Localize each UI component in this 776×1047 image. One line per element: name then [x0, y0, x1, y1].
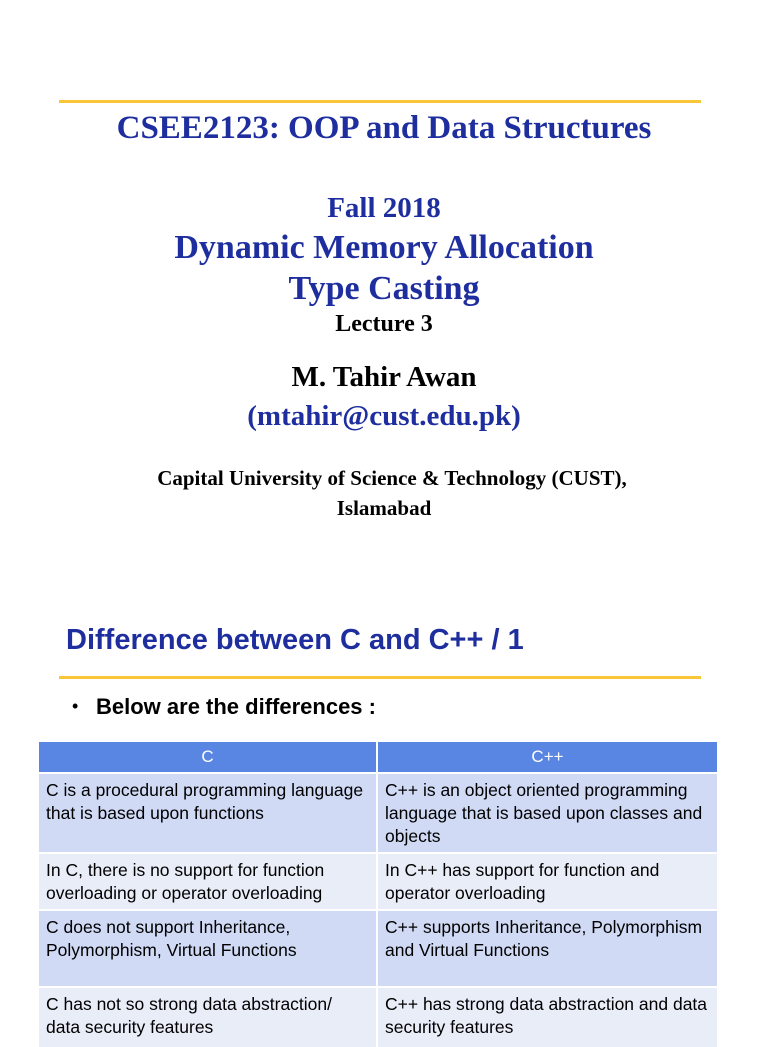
header-cpp: C++	[377, 742, 717, 773]
table-row	[39, 773, 717, 853]
table-cell-cpp: In C++ has support for function and operator overloading	[377, 853, 717, 910]
bullet-text: Below are the differences :	[96, 694, 376, 719]
table-row	[39, 987, 717, 1047]
bullet-icon: •	[72, 696, 79, 716]
header-c: C	[39, 742, 377, 773]
table-cell-cpp: C++ supports Inheritance, Polymorphism and Virtual Functions	[377, 910, 717, 987]
course-title: CSEE2123: OOP and Data Structures	[116, 110, 652, 146]
top-accent-rule	[59, 100, 701, 103]
table-cell-cpp: C++ is an object oriented programming language that is based upon classes and objects	[377, 773, 717, 853]
table-header-row	[39, 742, 717, 773]
university-line-1: Capital University of Science & Technology (CUST),	[157, 466, 627, 490]
author-name: M. Tahir Awan	[291, 361, 477, 393]
comparison-table	[39, 742, 717, 1047]
slide-title: Difference between C and C++ / 1	[66, 624, 524, 656]
term-label: Fall 2018	[327, 192, 441, 224]
table-row	[39, 910, 717, 987]
topic-line-2: Type Casting	[288, 270, 480, 307]
title-accent-rule	[59, 676, 701, 679]
author-email: (mtahir@cust.edu.pk)	[247, 400, 521, 432]
table-cell-c: C does not support Inheritance, Polymorphism, Virtual Functions	[39, 910, 377, 987]
table-cell-c: In C, there is no support for function overloading or operator overloading	[39, 853, 377, 910]
table-row	[39, 853, 717, 910]
table-cell-c: C is a procedural programming language that is based upon functions	[39, 773, 377, 853]
bullet-item	[72, 694, 376, 720]
table-cell-c: C has not so strong data abstraction/ data security features	[39, 987, 377, 1047]
lecture-number: Lecture 3	[335, 311, 433, 337]
table-cell-cpp: C++ has strong data abstraction and data security features	[377, 987, 717, 1047]
topic-line-1: Dynamic Memory Allocation	[174, 229, 594, 266]
university-line-2: Islamabad	[336, 496, 432, 520]
